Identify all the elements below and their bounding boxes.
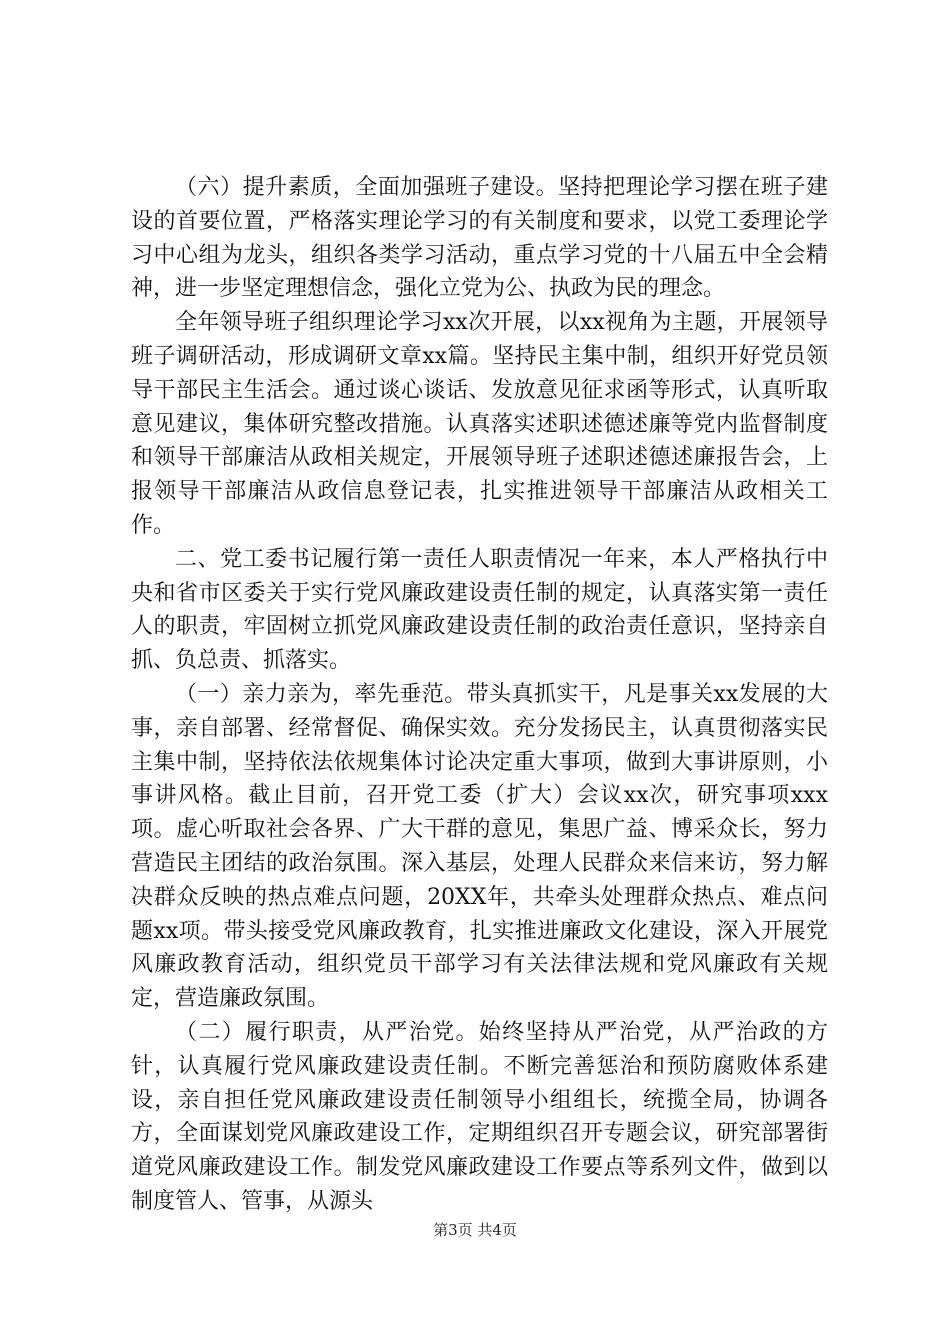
- paragraph-leadership-building: （六）提升素质，全面加强班子建设。坚持把理论学习摆在班子建设的首要位置，严格落实理论学习的有关制度和要求，以党工委理论学习中心组为龙头，组织各类学习活动，重点学习党的十八届五中全会精神，进一步坚定理想信念，强化立党为公、执政为民的理念。: [131, 175, 828, 302]
- paragraph-theory-study: 全年领导班子组织理论学习xx次开展，以xx视角为主题，开展领导班子调研活动，形成调研文章xx篇。坚持民主集中制，组织开好党员领导干部民主生活会。通过谈心谈话、发放意见征求函等形式，认真听取意见建议，集体研究整改措施。认真落实述职述德述廉等党内监督制度和领导干部廉洁从政相关规定，开展领导班子述职述德述廉报告会，上报领导干部廉洁从政信息登记表，扎实推进领导干部廉洁从政相关工作。: [131, 310, 828, 538]
- paragraph-strict-governance: （二）履行职责，从严治党。始终坚持从严治党，从严治政的方针，认真履行党风廉政建设责任制。不断完善惩治和预防腐败体系建设，亲自担任党风廉政建设责任制领导小组组长，统揽全局，协调各方，全面谋划党风廉政建设工作，定期组织召开专题会议，研究部署街道党风廉政建设工作。制发党风廉政建设工作要点等系列文件，做到以制度管人、管事，从源头: [131, 1019, 828, 1214]
- document-body: [131, 171, 828, 1219]
- page-footer: 第3页 共4页: [433, 1221, 517, 1239]
- paragraph-lead-by-example: （一）亲力亲为，率先垂范。带头真抓实干，凡是事关xx发展的大事，亲自部署、经常督促、确保实效。充分发扬民主，认真贯彻落实民主集中制，坚持依法依规集体讨论决定重大事项，做到大事讲原则，小事讲风格。截止目前，召开党工委（扩大）会议xx次，研究事项xxx项。虚心听取社会各界、广大干群的意见，集思广益、博采众长，努力营造民主团结的政治氛围。深入基层，处理人民群众来信来访，努力解决群众反映的热点难点问题，20XX年，共牵头处理群众热点、难点问题xx项。带头接受党风廉政教育，扎实推进廉政文化建设，深入开展党风廉政教育活动，组织党员干部学习有关法律法规和党风廉政有关规定，营造廉政氛围。: [131, 681, 828, 1012]
- paragraph-secretary-duties: 二、党工委书记履行第一责任人职责情况一年来，本人严格执行中央和省市区委关于实行党风廉政建设责任制的规定，认真落实第一责任人的职责，牢固树立抓党风廉政建设责任制的政治责任意识，坚持亲自抓、负总责、抓落实。: [131, 546, 828, 674]
